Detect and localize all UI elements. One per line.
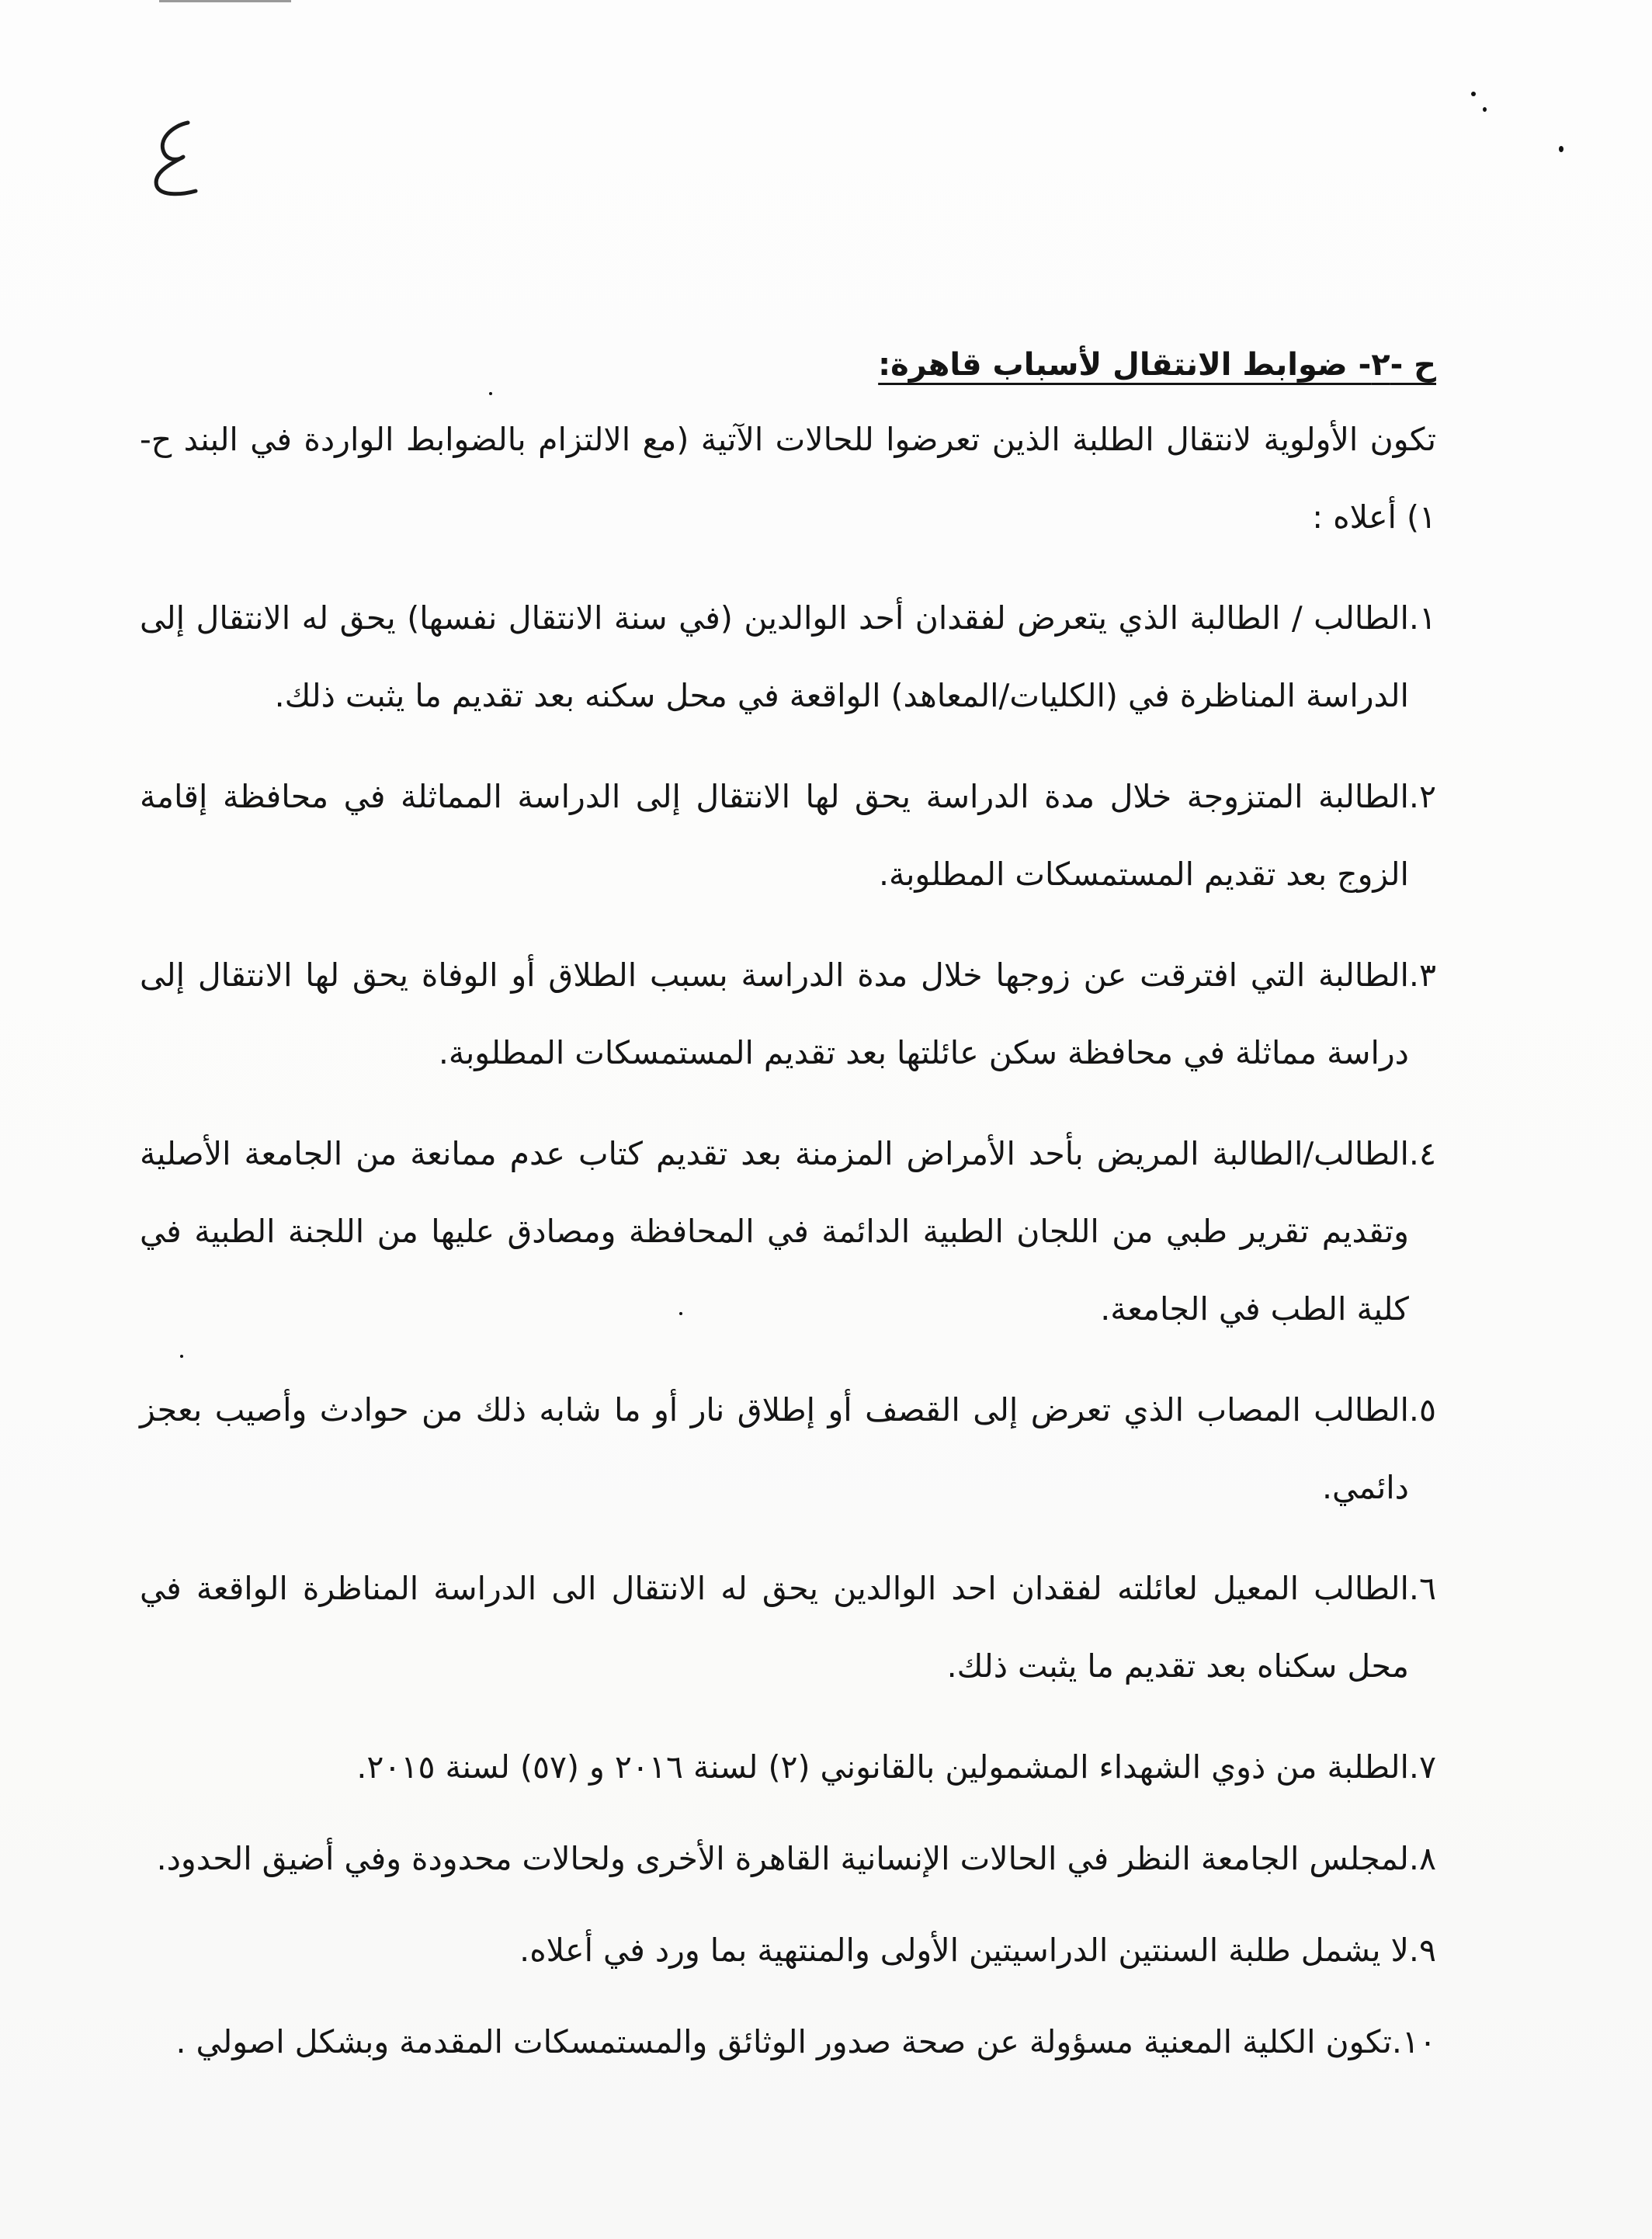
list-item [140,758,1436,913]
item-number: ٧. [1408,1748,1436,1786]
handwritten-page-number [140,116,225,202]
item-text: الطالب المصاب الذي تعرض إلى القصف أو إطلاق نار أو ما شابه ذلك من حوادث وأصيب بعجز دائمي. [140,1391,1409,1506]
list-item [140,579,1436,734]
item-number: ١٠. [1391,2023,1436,2060]
list-item [140,1371,1436,1526]
item-number: ٤. [1408,1135,1436,1172]
item-number: ٦. [1408,1570,1436,1607]
item-text: الطالب/الطالبة المريض بأحد الأمراض المزمنة بعد تقديم كتاب عدم ممانعة من الجامعة الأصلية وتقديم تقرير طبي من اللجان الطبية الدائمة في المحافظة ومصادق عليها من اللجنة الطبية في كلية الطب في الجامعة. [140,1135,1409,1328]
item-text: الطالب / الطالبة الذي يتعرض لفقدان أحد الوالدين (في سنة الانتقال نفسها) يحق له الانتقال إلى الدراسة المناظرة في (الكليات/المعاهد) الواقعة في محل سكنه بعد تقديم ما يثبت ذلك. [140,599,1409,714]
scan-edge-line [159,0,291,2]
intro-paragraph: تكون الأولوية لانتقال الطلبة الذين تعرضوا للحالات الآتية (مع الالتزام بالضوابط الواردة في البند ح- ١) أعلاه : [140,421,1436,536]
list-item [140,1550,1436,1705]
list-item [140,936,1436,1092]
item-text: لا يشمل طلبة السنتين الدراسيتين الأولى والمنتهية بما ورد في أعلاه. [519,1932,1409,1969]
list-item [140,1820,1436,1897]
item-text: الطالبة التي افترقت عن زوجها خلال مدة الدراسة بسبب الطلاق أو الوفاة يحق لها الانتقال إلى دراسة مماثلة في محافظة سكن عائلتها بعد تقديم المستمسكات المطلوبة. [140,956,1409,1071]
item-text: الطالبة المتزوجة خلال مدة الدراسة يحق لها الانتقال إلى الدراسة المماثلة في محافظة إقامة الزوج بعد تقديم المستمسكات المطلوبة. [140,778,1409,893]
item-number: ٣. [1408,956,1436,994]
item-number: ٥. [1408,1391,1436,1428]
item-number: ٨. [1408,1840,1436,1877]
item-number: ١. [1408,599,1436,637]
item-text: تكون الكلية المعنية مسؤولة عن صحة صدور الوثائق والمستمسكات المقدمة وبشكل اصولي . [175,2023,1392,2060]
section-heading: ح -٢- ضوابط الانتقال لأسباب قاهرة: [878,347,1436,383]
document-body [140,334,1436,2081]
list-item [140,1911,1436,1989]
list-item [140,1728,1436,1806]
item-text: الطالب المعيل لعائلته لفقدان احد الوالدين يحق له الانتقال الى الدراسة المناظرة الواقعة في محل سكناه بعد تقديم ما يثبت ذلك. [140,1570,1409,1685]
list-item [140,2003,1436,2081]
scan-speck [1471,92,1476,96]
scan-speck [1483,107,1487,112]
item-number: ٢. [1408,778,1436,815]
cases-list [140,579,1436,2081]
list-item [140,1115,1436,1348]
item-text: الطلبة من ذوي الشهداء المشمولين بالقانوني (٢) لسنة ٢٠١٦ و (٥٧) لسنة ٢٠١٥. [356,1748,1409,1786]
item-text: لمجلس الجامعة النظر في الحالات الإنسانية القاهرة الأخرى ولحالات محدودة وفي أضيق الحدود. [156,1840,1409,1877]
scan-speck [1559,146,1564,152]
item-number: ٩. [1408,1932,1436,1969]
